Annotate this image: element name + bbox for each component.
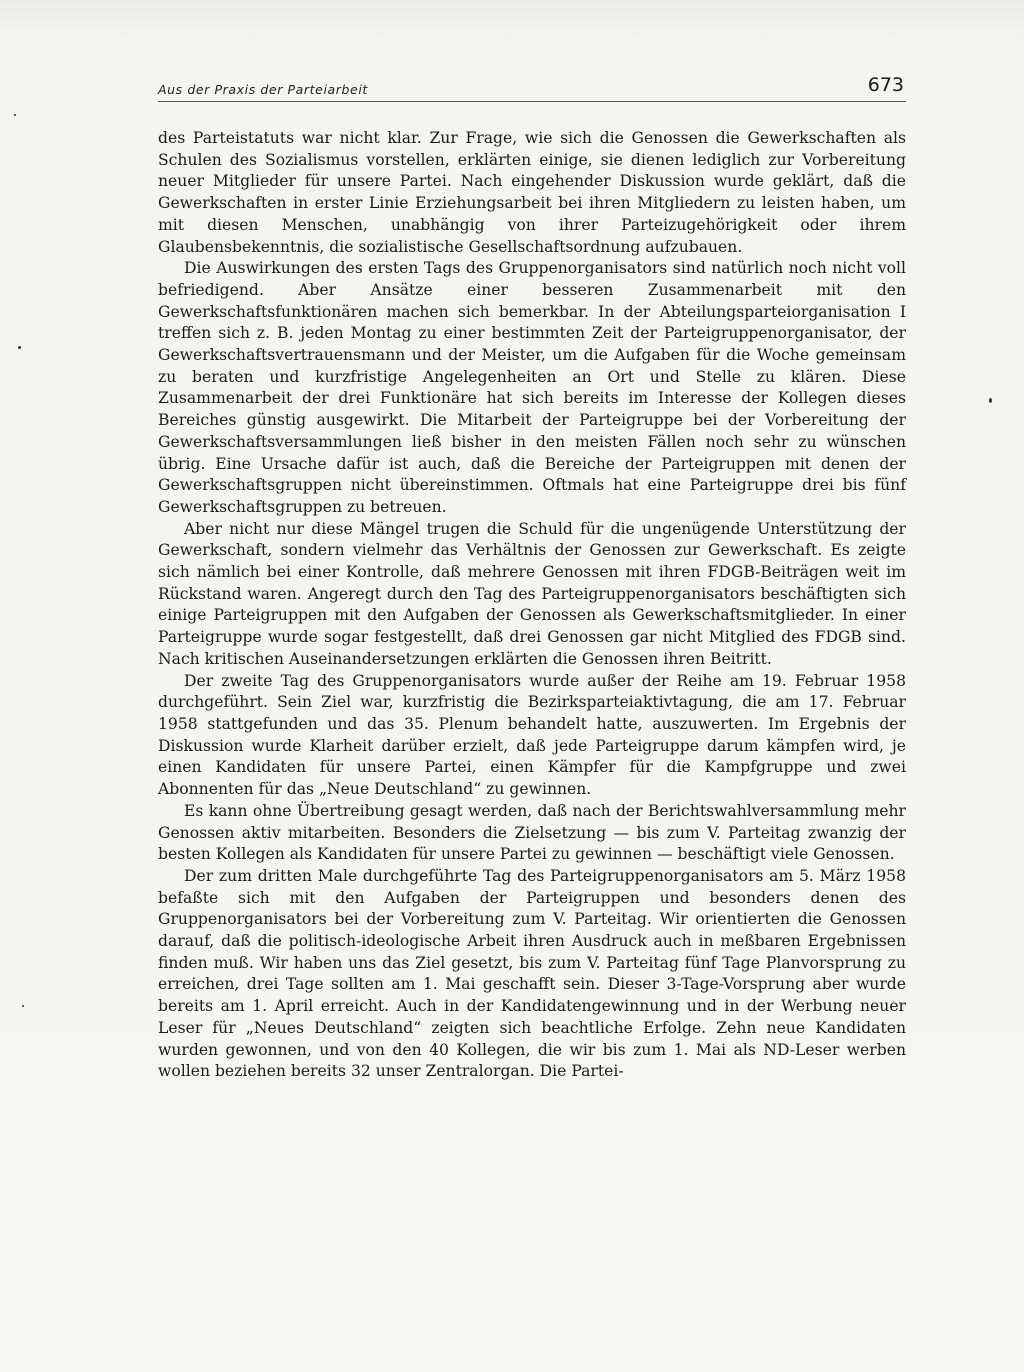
paragraph-6: Der zum dritten Male durchgeführte Tag des Parteigruppenorganisators am 5. März 1958 befaßte sich mit den Aufgaben der Parteigruppen und besonders denen des Gruppenorganisators bei der Vorbereitung zum V. Parteitag. Wir orientierten die Genossen darauf, daß die politisch-ideologische Arbeit ihren Ausdruck auch in meßbaren Ergebnissen finden muß. Wir haben uns das Ziel gesetzt, bis zum V. Parteitag fünf Tage Planvorsprung zu erreichen, drei Tage sollten am 1. Mai geschafft sein. Dieser 3-Tage-Vorsprung aber wurde bereits am 1. April erreicht. Auch in der Kandidatengewinnung und in der Werbung neuer Leser für „Neues Deutschland“ zeigten sich beachtliche Erfolge. Zehn neue Kandidaten wurden gewonnen, und von den 40 Kollegen, die wir bis zum 1. Mai als ND-Leser werben wollen beziehen bereits 32 unser Zentralorgan. Die Partei-: [158, 866, 906, 1081]
paragraph-5: Es kann ohne Übertreibung gesagt werden, daß nach der Berichtswahlversammlung mehr Genossen aktiv mitarbeiten. Besonders die Zielsetzung — bis zum V. Parteitag zwanzig der besten Kollegen als Kandidaten für unsere Partei zu gewinnen — beschäftigt viele Genossen.: [158, 801, 906, 864]
running-head: Aus der Praxis der Parteiarbeit: [158, 82, 368, 97]
scan-speck: [22, 1005, 24, 1007]
paragraph-3: Aber nicht nur diese Mängel trugen die Schuld für die ungenügende Unterstützung der Gewerkschaft, sondern vielmehr das Verhältnis der Genossen zur Gewerkschaft. Es zeigte sich nämlich bei einer Kontrolle, daß mehrere Genossen mit ihren FDGB-Beiträgen weit im Rückstand waren. Angeregt durch den Tag des Parteigruppenorganisators beschäftigten sich einige Parteigruppen mit den Aufgaben der Genossen als Gewerkschaftsmitglieder. In einer Parteigruppe wurde sogar festgestellt, daß drei Genossen gar nicht Mitglied des FDGB sind. Nach kritischen Auseinandersetzungen erklärten die Genossen ihren Beitritt.: [158, 519, 906, 668]
scan-speck: [14, 114, 16, 116]
article-body: [158, 128, 906, 1083]
header-rule: [158, 101, 906, 102]
scan-speck: [989, 398, 992, 403]
paragraph-2: Die Auswirkungen des ersten Tags des Gruppenorganisators sind natürlich noch nicht voll befriedigend. Aber Ansätze einer besseren Zusammenarbeit mit den Gewerkschaftsfunktionären machen sich bemerkbar. In der Abteilungsparteiorganisation I treffen sich z. B. jeden Montag zu einer bestimmten Zeit der Parteigruppenorganisator, der Gewerkschaftsvertrauensmann und der Meister, um die Aufgaben für die Woche gemeinsam zu beraten und kurzfristige Angelegenheiten an Ort und Stelle zu klären. Diese Zusammenarbeit der drei Funktionäre hat sich bereits im Interesse der Kollegen dieses Bereiches günstig ausgewirkt. Die Mitarbeit der Parteigruppe bei der Vorbereitung der Gewerkschaftsversammlungen ließ bisher in den meisten Fällen noch sehr zu wünschen übrig. Eine Ursache dafür ist auch, daß die Bereiche der Parteigruppen mit denen der Gewerkschaftsgruppen nicht übereinstimmen. Oftmals hat eine Parteigruppe drei bis fünf Gewerkschaftsgruppen zu betreuen.: [158, 259, 906, 516]
paragraph-1: des Parteistatuts war nicht klar. Zur Frage, wie sich die Genossen die Gewerkschaften als Schulen des Sozialismus vorstellen, erklärten einige, sie dienen lediglich zur Vorbereitung neuer Mitglieder für unsere Partei. Nach eingehender Diskussion wurde geklärt, daß die Gewerkschaften in erster Linie Erziehungsarbeit bei ihren Mitgliedern zu leisten haben, um mit diesen Menschen, unabhängig von ihrer Parteizugehörigkeit oder ihrem Glaubensbekenntnis, die sozialistische Gesellschaftsordnung aufzubauen.: [158, 129, 906, 256]
paragraph-4: Der zweite Tag des Gruppenorganisators wurde außer der Reihe am 19. Februar 1958 durchgeführt. Sein Ziel war, kurzfristig die Bezirksparteiaktivtagung, die am 17. Februar 1958 stattgefunden und das 35. Plenum behandelt hatte, auszuwerten. Im Ergebnis der Diskussion wurde Klarheit darüber erzielt, daß jede Parteigruppe darum kämpfen wird, je einen Kandidaten für unsere Partei, einen Kämpfer für die Kampfgruppe und zwei Abonnenten für das „Neue Deutschland“ zu gewinnen.: [158, 671, 906, 799]
page-header: [158, 74, 906, 104]
page-number: 673: [867, 74, 904, 96]
scan-speck: [18, 346, 21, 349]
